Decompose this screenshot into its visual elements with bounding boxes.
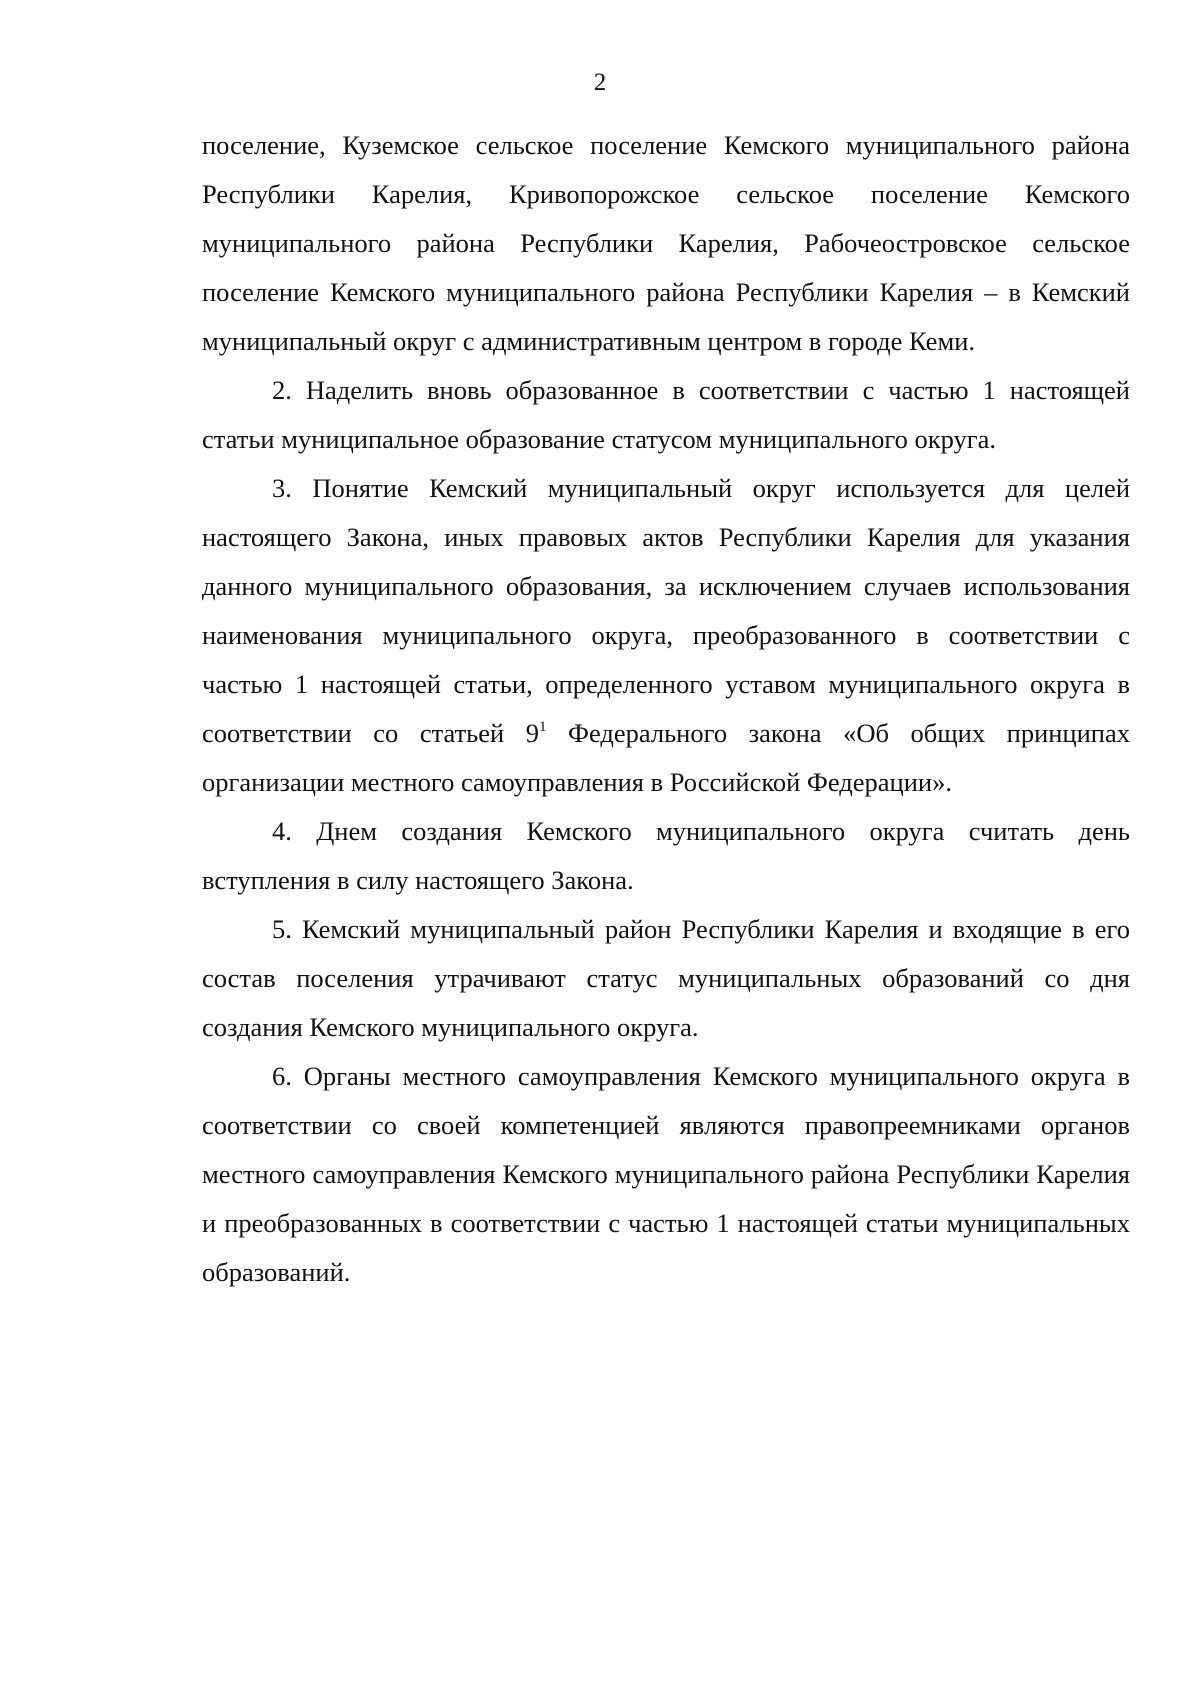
document-body: [202, 121, 1130, 1297]
page-number: 2: [593, 69, 607, 96]
paragraph-item-3-text-start: 3. Понятие Кемский муниципальный округ используется для целей настоящего Закона, иных правовых актов Республики Карелия для указания данного муниципального образования, за исключением случаев использования наименования муниципального округа, преобразованного в соответствии с частью 1 настоящей статьи, определенного уставом муниципального округа в соответствии со статьей 9: [202, 473, 1130, 748]
paragraph-item-5: 5. Кемский муниципальный район Республики Карелия и входящие в его состав поселения утрачивают статус муниципальных образований со дня создания Кемского муниципального округа.: [202, 914, 1130, 1042]
paragraph-item-3: [202, 464, 1130, 807]
paragraph-item-4: 4. Днем создания Кемского муниципального округа считать день вступления в силу настоящего Закона.: [202, 816, 1130, 895]
paragraph-item-6: 6. Органы местного самоуправления Кемского муниципального округа в соответствии со своей компетенцией являются правопреемниками органов местного самоуправления Кемского муниципального района Республики Карелия и преобразованных в соответствии с частью 1 настоящей статьи муниципальных образований.: [202, 1061, 1130, 1287]
article-superscript: 1: [538, 719, 547, 735]
paragraph-item-3-text-end: Федерального закона «Об общих принципах организации местного самоуправления в Российской Федерации».: [202, 718, 1130, 797]
paragraph-item-2: 2. Наделить вновь образованное в соответствии с частью 1 настоящей статьи муниципальное образование статусом муниципального округа.: [202, 375, 1130, 454]
paragraph-continuation: поселение, Куземское сельское поселение Кемского муниципального района Республики Карелия, Кривопорожское сельское поселение Кемского муниципального района Республики Карелия, Рабочеостровское сельское поселение Кемского муниципального района Республики Карелия – в Кемский муниципальный округ с административным центром в городе Кеми.: [202, 130, 1130, 356]
